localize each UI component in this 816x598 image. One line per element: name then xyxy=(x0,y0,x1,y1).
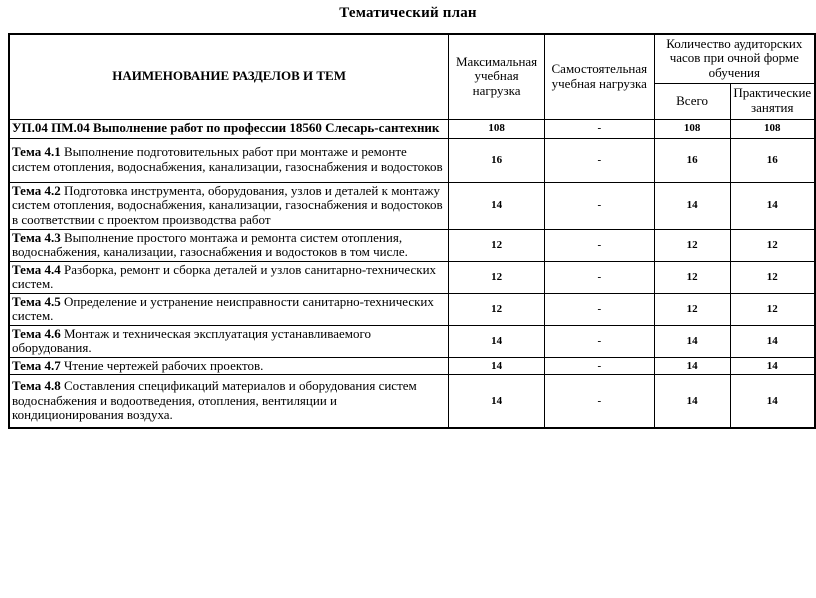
max-load-cell: 108 xyxy=(449,119,545,138)
table-row xyxy=(9,261,815,293)
self-load-cell: - xyxy=(544,325,654,357)
table-row xyxy=(9,182,815,229)
row-title-text: Составления спецификаций материалов и оборудования систем водоснабжения и водоотведения, отопления, вентиляции и кондиционирования воздуха. xyxy=(12,378,417,423)
col-header-self-study-load: Самостоятельная учебная нагрузка xyxy=(544,34,654,119)
row-title-cell xyxy=(9,357,449,375)
table-row xyxy=(9,119,815,138)
total-hours-cell: 12 xyxy=(654,261,730,293)
row-title-cell xyxy=(9,229,449,261)
row-title-bold: Тема 4.1 xyxy=(12,144,61,160)
header-row-1 xyxy=(9,34,815,83)
max-load-cell: 14 xyxy=(449,357,545,375)
table-row xyxy=(9,229,815,261)
page-title: Тематический план xyxy=(339,5,477,21)
total-hours-cell: 14 xyxy=(654,357,730,375)
row-title-bold: Тема 4.8 xyxy=(12,378,61,394)
row-title-bold: Тема 4.6 xyxy=(12,325,61,341)
max-load-cell: 12 xyxy=(449,293,545,325)
row-title-text: Подготовка инструмента, оборудования, узлов и деталей к монтажу систем отопления, водоснабжения, канализации, газоснабжения и водостоков в соответствии с проектом производства работ xyxy=(12,182,443,227)
row-title-text: Определение и устранение неисправности санитарно-технических систем. xyxy=(12,293,434,324)
row-title-cell xyxy=(9,375,449,428)
row-title-bold: Тема 4.3 xyxy=(12,229,61,245)
total-hours-cell: 16 xyxy=(654,138,730,182)
total-hours-cell: 14 xyxy=(654,375,730,428)
row-title-bold: Тема 4.4 xyxy=(12,261,61,277)
row-title-text: Выполнение простого монтажа и ремонта систем отопления, водоснабжения, канализации, газоснабжения и водостоков в том числе. xyxy=(12,229,408,260)
total-hours-cell: 108 xyxy=(654,119,730,138)
self-load-cell: - xyxy=(544,261,654,293)
row-title-bold: Тема 4.7 xyxy=(12,357,61,373)
table-row xyxy=(9,357,815,375)
table-row xyxy=(9,293,815,325)
row-title-text: Выполнение подготовительных работ при монтаже и ремонте систем отопления, водоснабжения, канализации, газоснабжения и водостоков xyxy=(12,144,443,174)
thematic-plan-table xyxy=(8,33,816,429)
max-load-cell: 16 xyxy=(449,138,545,182)
row-title-bold: Тема 4.2 xyxy=(12,182,61,198)
row-title-bold: Тема 4.5 xyxy=(12,293,61,309)
total-hours-cell: 14 xyxy=(654,182,730,229)
row-title-text: Чтение чертежей рабочих проектов. xyxy=(60,357,264,373)
total-hours-cell: 12 xyxy=(654,229,730,261)
self-load-cell: - xyxy=(544,182,654,229)
total-hours-cell: 12 xyxy=(654,293,730,325)
self-load-cell: - xyxy=(544,138,654,182)
max-load-cell: 14 xyxy=(449,375,545,428)
row-title-text: Монтаж и техническая эксплуатация устанавливаемого оборудования. xyxy=(12,325,371,356)
table-row xyxy=(9,375,815,428)
col-header-practical-lessons: Практические занятия xyxy=(730,83,815,119)
row-title-cell xyxy=(9,293,449,325)
row-title-text: Разборка, ремонт и сборка деталей и узлов санитарно-технических систем. xyxy=(12,261,437,292)
max-load-cell: 12 xyxy=(449,261,545,293)
self-load-cell: - xyxy=(544,357,654,375)
practical-hours-cell: 14 xyxy=(730,357,815,375)
table-row xyxy=(9,138,815,182)
self-load-cell: - xyxy=(544,229,654,261)
max-load-cell: 14 xyxy=(449,182,545,229)
row-title-cell xyxy=(9,261,449,293)
self-load-cell: - xyxy=(544,375,654,428)
row-title-cell xyxy=(9,325,449,357)
col-header-total: Всего xyxy=(654,83,730,119)
row-title-cell xyxy=(9,182,449,229)
col-header-sections-and-topics: НАИМЕНОВАНИЕ РАЗДЕЛОВ И ТЕМ xyxy=(9,34,449,119)
practical-hours-cell: 16 xyxy=(730,138,815,182)
practical-hours-cell: 14 xyxy=(730,325,815,357)
self-load-cell: - xyxy=(544,119,654,138)
col-header-classroom-hours-group: Количество аудиторских часов при очной форме обучения xyxy=(654,34,815,83)
row-title-bold: УП.04 ПМ.04 Выполнение работ по профессии 18560 Слесарь-сантехник xyxy=(12,120,440,136)
total-hours-cell: 14 xyxy=(654,325,730,357)
row-title-cell xyxy=(9,119,449,138)
practical-hours-cell: 12 xyxy=(730,293,815,325)
table-row xyxy=(9,325,815,357)
practical-hours-cell: 12 xyxy=(730,229,815,261)
practical-hours-cell: 108 xyxy=(730,119,815,138)
max-load-cell: 14 xyxy=(449,325,545,357)
col-header-max-study-load: Максимальная учебная нагрузка xyxy=(449,34,545,119)
max-load-cell: 12 xyxy=(449,229,545,261)
practical-hours-cell: 14 xyxy=(730,182,815,229)
practical-hours-cell: 12 xyxy=(730,261,815,293)
row-title-cell xyxy=(9,138,449,182)
self-load-cell: - xyxy=(544,293,654,325)
practical-hours-cell: 14 xyxy=(730,375,815,428)
